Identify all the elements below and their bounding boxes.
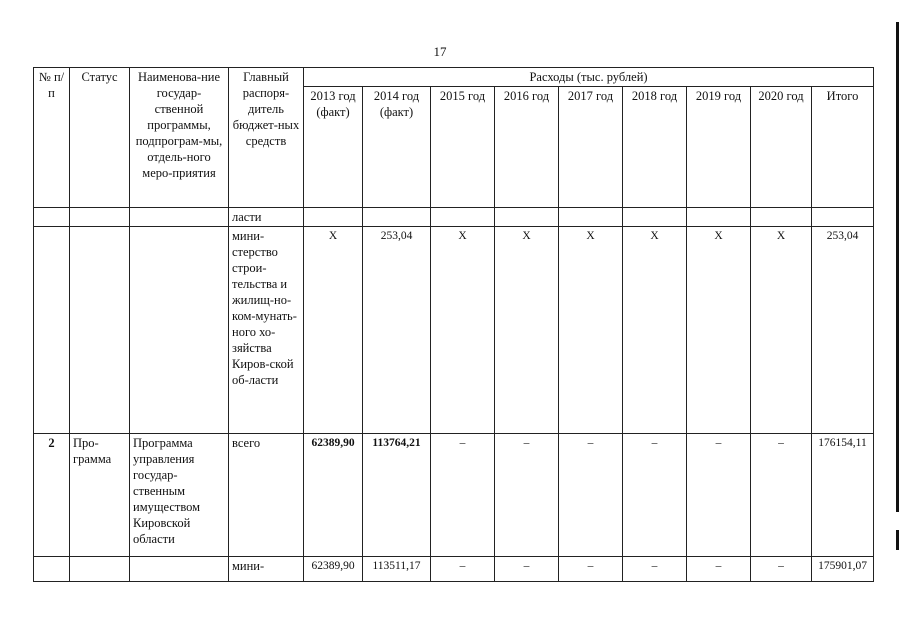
- cell-total: [812, 208, 874, 227]
- cell-status: [70, 227, 130, 434]
- header-year: 2020 год: [751, 87, 812, 208]
- cell-num: 2: [34, 434, 70, 557]
- cell-value: [431, 208, 495, 227]
- cell-name: [130, 227, 229, 434]
- scan-edge-mark: [896, 530, 899, 550]
- cell-value: –: [431, 434, 495, 557]
- cell-value: [751, 208, 812, 227]
- cell-value: [687, 208, 751, 227]
- cell-manager: мини-стерство строи-тельства и жилищ-но-ком-мунать-ного хо-зяйства Киров-ской об-ласти: [229, 227, 304, 434]
- cell-value: –: [495, 434, 559, 557]
- cell-name: [130, 208, 229, 227]
- header-year: 2015 год: [431, 87, 495, 208]
- cell-value: [363, 208, 431, 227]
- header-year: 2016 год: [495, 87, 559, 208]
- header-row: [34, 68, 874, 87]
- cell-num: [34, 557, 70, 582]
- cell-value: Х: [431, 227, 495, 434]
- cell-value: 113764,21: [363, 434, 431, 557]
- cell-name: [130, 557, 229, 582]
- cell-value: –: [559, 434, 623, 557]
- header-year: 2019 год: [687, 87, 751, 208]
- cell-value: –: [751, 557, 812, 582]
- cell-num: [34, 227, 70, 434]
- cell-value: Х: [304, 227, 363, 434]
- cell-value: –: [687, 434, 751, 557]
- header-total: Итого: [812, 87, 874, 208]
- header-expenses: Расходы (тыс. рублей): [304, 68, 874, 87]
- cell-value: Х: [559, 227, 623, 434]
- header-year: 2018 год: [623, 87, 687, 208]
- cell-value: [304, 208, 363, 227]
- cell-value: –: [687, 557, 751, 582]
- cell-status: [70, 208, 130, 227]
- cell-status: Про-грамма: [70, 434, 130, 557]
- header-year: 2017 год: [559, 87, 623, 208]
- cell-manager: всего: [229, 434, 304, 557]
- header-name: Наименова-ние государ-ственной программы, подпрограм-мы, отдель-ного меро-приятия: [130, 68, 229, 208]
- cell-value: –: [431, 557, 495, 582]
- cell-value: 62389,90: [304, 434, 363, 557]
- table-row: [34, 227, 874, 434]
- cell-value: 253,04: [363, 227, 431, 434]
- cell-value: 113511,17: [363, 557, 431, 582]
- cell-value: [559, 208, 623, 227]
- cell-value: –: [623, 434, 687, 557]
- cell-value: –: [751, 434, 812, 557]
- header-manager: Главный распоря-дитель бюджет-ных средств: [229, 68, 304, 208]
- cell-manager: ласти: [229, 208, 304, 227]
- table-row: [34, 557, 874, 582]
- cell-total: 175901,07: [812, 557, 874, 582]
- cell-manager: мини-: [229, 557, 304, 582]
- cell-value: 62389,90: [304, 557, 363, 582]
- cell-value: Х: [495, 227, 559, 434]
- expenses-table: [33, 67, 874, 582]
- cell-value: –: [495, 557, 559, 582]
- cell-status: [70, 557, 130, 582]
- cell-value: Х: [623, 227, 687, 434]
- page-number: 17: [433, 44, 447, 59]
- cell-total: 176154,11: [812, 434, 874, 557]
- scan-edge-mark: [896, 22, 899, 512]
- header-num: № п/п: [34, 68, 70, 208]
- table-row: [34, 434, 874, 557]
- cell-value: [495, 208, 559, 227]
- cell-value: –: [623, 557, 687, 582]
- cell-total: 253,04: [812, 227, 874, 434]
- table-row: [34, 208, 874, 227]
- cell-value: –: [559, 557, 623, 582]
- cell-value: Х: [687, 227, 751, 434]
- header-year: 2013 год (факт): [304, 87, 363, 208]
- cell-name: Программа управления государ-ственным имуществом Кировской области: [130, 434, 229, 557]
- cell-value: [623, 208, 687, 227]
- cell-value: Х: [751, 227, 812, 434]
- header-status: Статус: [70, 68, 130, 208]
- cell-num: [34, 208, 70, 227]
- header-year: 2014 год (факт): [363, 87, 431, 208]
